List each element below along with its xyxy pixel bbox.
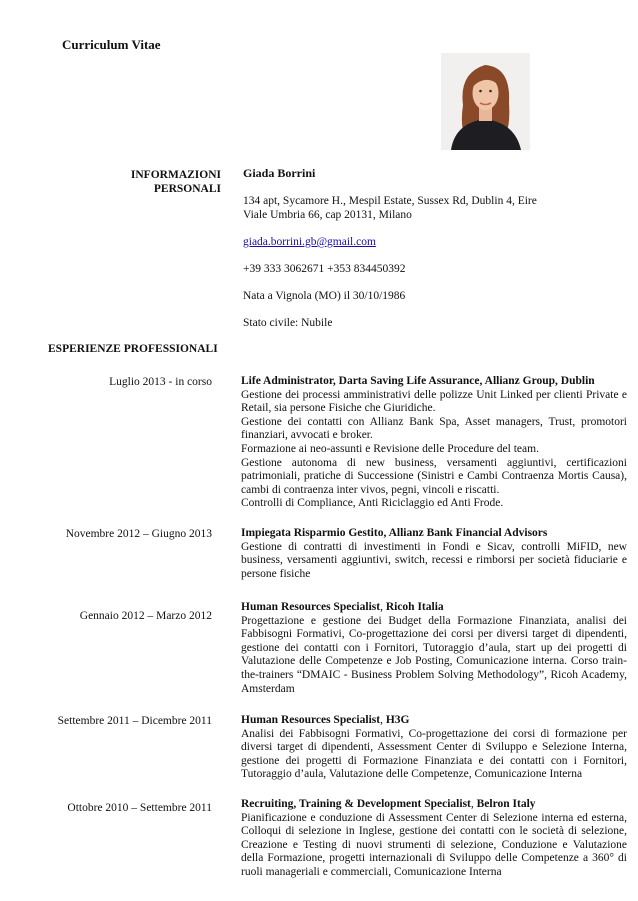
email-link[interactable]: giada.borrini.gb@gmail.com (243, 236, 376, 248)
entry-role: Human Resources Specialist (241, 714, 381, 726)
entry-line: Analisi dei Fabbisogni Formativi, Co-progettazione dei corsi di formazione per diversi target di dipendenti, Assessment Center di Sviluppo e Selezione Interna, gestione dei progetti di Formazione Finanziata e dei contatti con i Fornitori, Tutoraggio d’aula, Valutazione delle Competenze, Comunicazione Interna (241, 727, 627, 781)
experience-entry (241, 527, 627, 581)
experience-entry (241, 601, 627, 696)
document-title: Curriculum Vitae (62, 37, 161, 52)
entry-line: Gestione autonoma di new business, versamenti aggiuntivi, certificazioni patrimoniali, pratiche di Successione (Sinistri e Cambi Contraenza Mortis Causa), cambi di contraenza inter vivos, pegni, vincoli e riscatti. (241, 456, 627, 496)
entry-date: Ottobre 2010 – Settembre 2011 (67, 802, 212, 814)
personal-heading-line2: PERSONALI (153, 183, 221, 195)
civil-status: Stato civile: Nubile (243, 317, 333, 329)
entry-heading: Human Resources Specialist, H3G (241, 714, 410, 726)
entry-heading: Human Resources Specialist, Ricoh Italia (241, 601, 444, 613)
entry-date: Luglio 2013 - in corso (109, 376, 212, 388)
address-milano: Viale Umbria 66, cap 20131, Milano (243, 209, 412, 221)
entry-role: Human Resources Specialist (241, 601, 381, 613)
candidate-name: Giada Borrini (243, 166, 316, 180)
entry-line: Gestione dei contatti con Allianz Bank Spa, Asset managers, Trust, promotori finanziari, avvocati e broker. (241, 415, 627, 442)
entry-line: Formazione ai neo-assunti e Revisione delle Procedure del team. (241, 442, 539, 455)
entry-date: Settembre 2011 – Dicembre 2011 (57, 715, 212, 727)
personal-info-heading (100, 168, 221, 196)
entry-company: Ricoh Italia (385, 601, 444, 613)
address-dublin: 134 apt, Sycamore H., Mespil Estate, Sussex Rd, Dublin 4, Eire (243, 195, 537, 207)
birth-info: Nata a Vignola (MO) il 30/10/1986 (243, 290, 406, 302)
entry-role: Life Administrator, Darta Saving Life Assurance, Allianz Group, Dublin (241, 375, 595, 387)
entry-date: Gennaio 2012 – Marzo 2012 (79, 610, 212, 622)
entry-line: Gestione di contratti di investimenti in Fondi e Sicav, controlli MiFID, new business, versamenti aggiuntivi, switch, recessi e rimborsi per società fiduciarie e persone fisiche (241, 540, 627, 580)
phone-numbers: +39 333 3062671 +353 834450392 (243, 263, 406, 275)
entry-role: Impiegata Risparmio Gestito, Allianz Bank Financial Advisors (241, 527, 548, 539)
portrait-image (441, 53, 530, 150)
experience-entry (241, 714, 627, 782)
entry-line: Pianificazione e conduzione di Assessment Center di Selezione interna ed esterna, Colloqui di selezione in Inglese, gestione dei contatti con le società di selezione, Creazione e Testing di nuovi strumenti di selezione, Conduzione e Valutazione della Formazione, progetti internazionali di Sviluppo delle Competenze a 360° di ruoli manageriali e commerciali, Comunicazione Interna (241, 811, 627, 878)
entry-role: Recruiting, Training & Development Specialist (241, 798, 471, 810)
experience-heading: ESPERIENZE PROFESSIONALI (48, 343, 218, 355)
entry-heading: Recruiting, Training & Development Specialist, Belron Italy (241, 798, 536, 810)
entry-company: H3G (385, 714, 410, 726)
entry-line: Controlli di Compliance, Anti Riciclaggio ed Anti Frode. (241, 497, 504, 510)
experience-entry (241, 375, 627, 511)
personal-heading-line1: INFORMAZIONI (130, 169, 221, 181)
profile-photo (441, 53, 530, 150)
experience-entry (241, 798, 627, 880)
entry-line: Progettazione e gestione dei Budget della Formazione Finanziata, analisi dei Fabbisogni Formativi, Co-progettazione dei corsi per diversi target di dipendenti, gestione dei contatti con i Fornitori, Tutoraggio d’aula, start up dei progetti di Valutazione delle Competenze e Job Posting, Comunicazione interna. Corso train-the-trainers “DMAIC - Business Problem Solving Methodology”, Ricoh Academy, Amsterdam (241, 614, 627, 695)
entry-line: Gestione dei processi amministrativi delle polizze Unit Linked per clienti Private e Retail, sia persone Fisiche che Giuridiche. (241, 388, 627, 415)
entry-company: Belron Italy (476, 798, 536, 810)
entry-date: Novembre 2012 – Giugno 2013 (65, 528, 212, 540)
